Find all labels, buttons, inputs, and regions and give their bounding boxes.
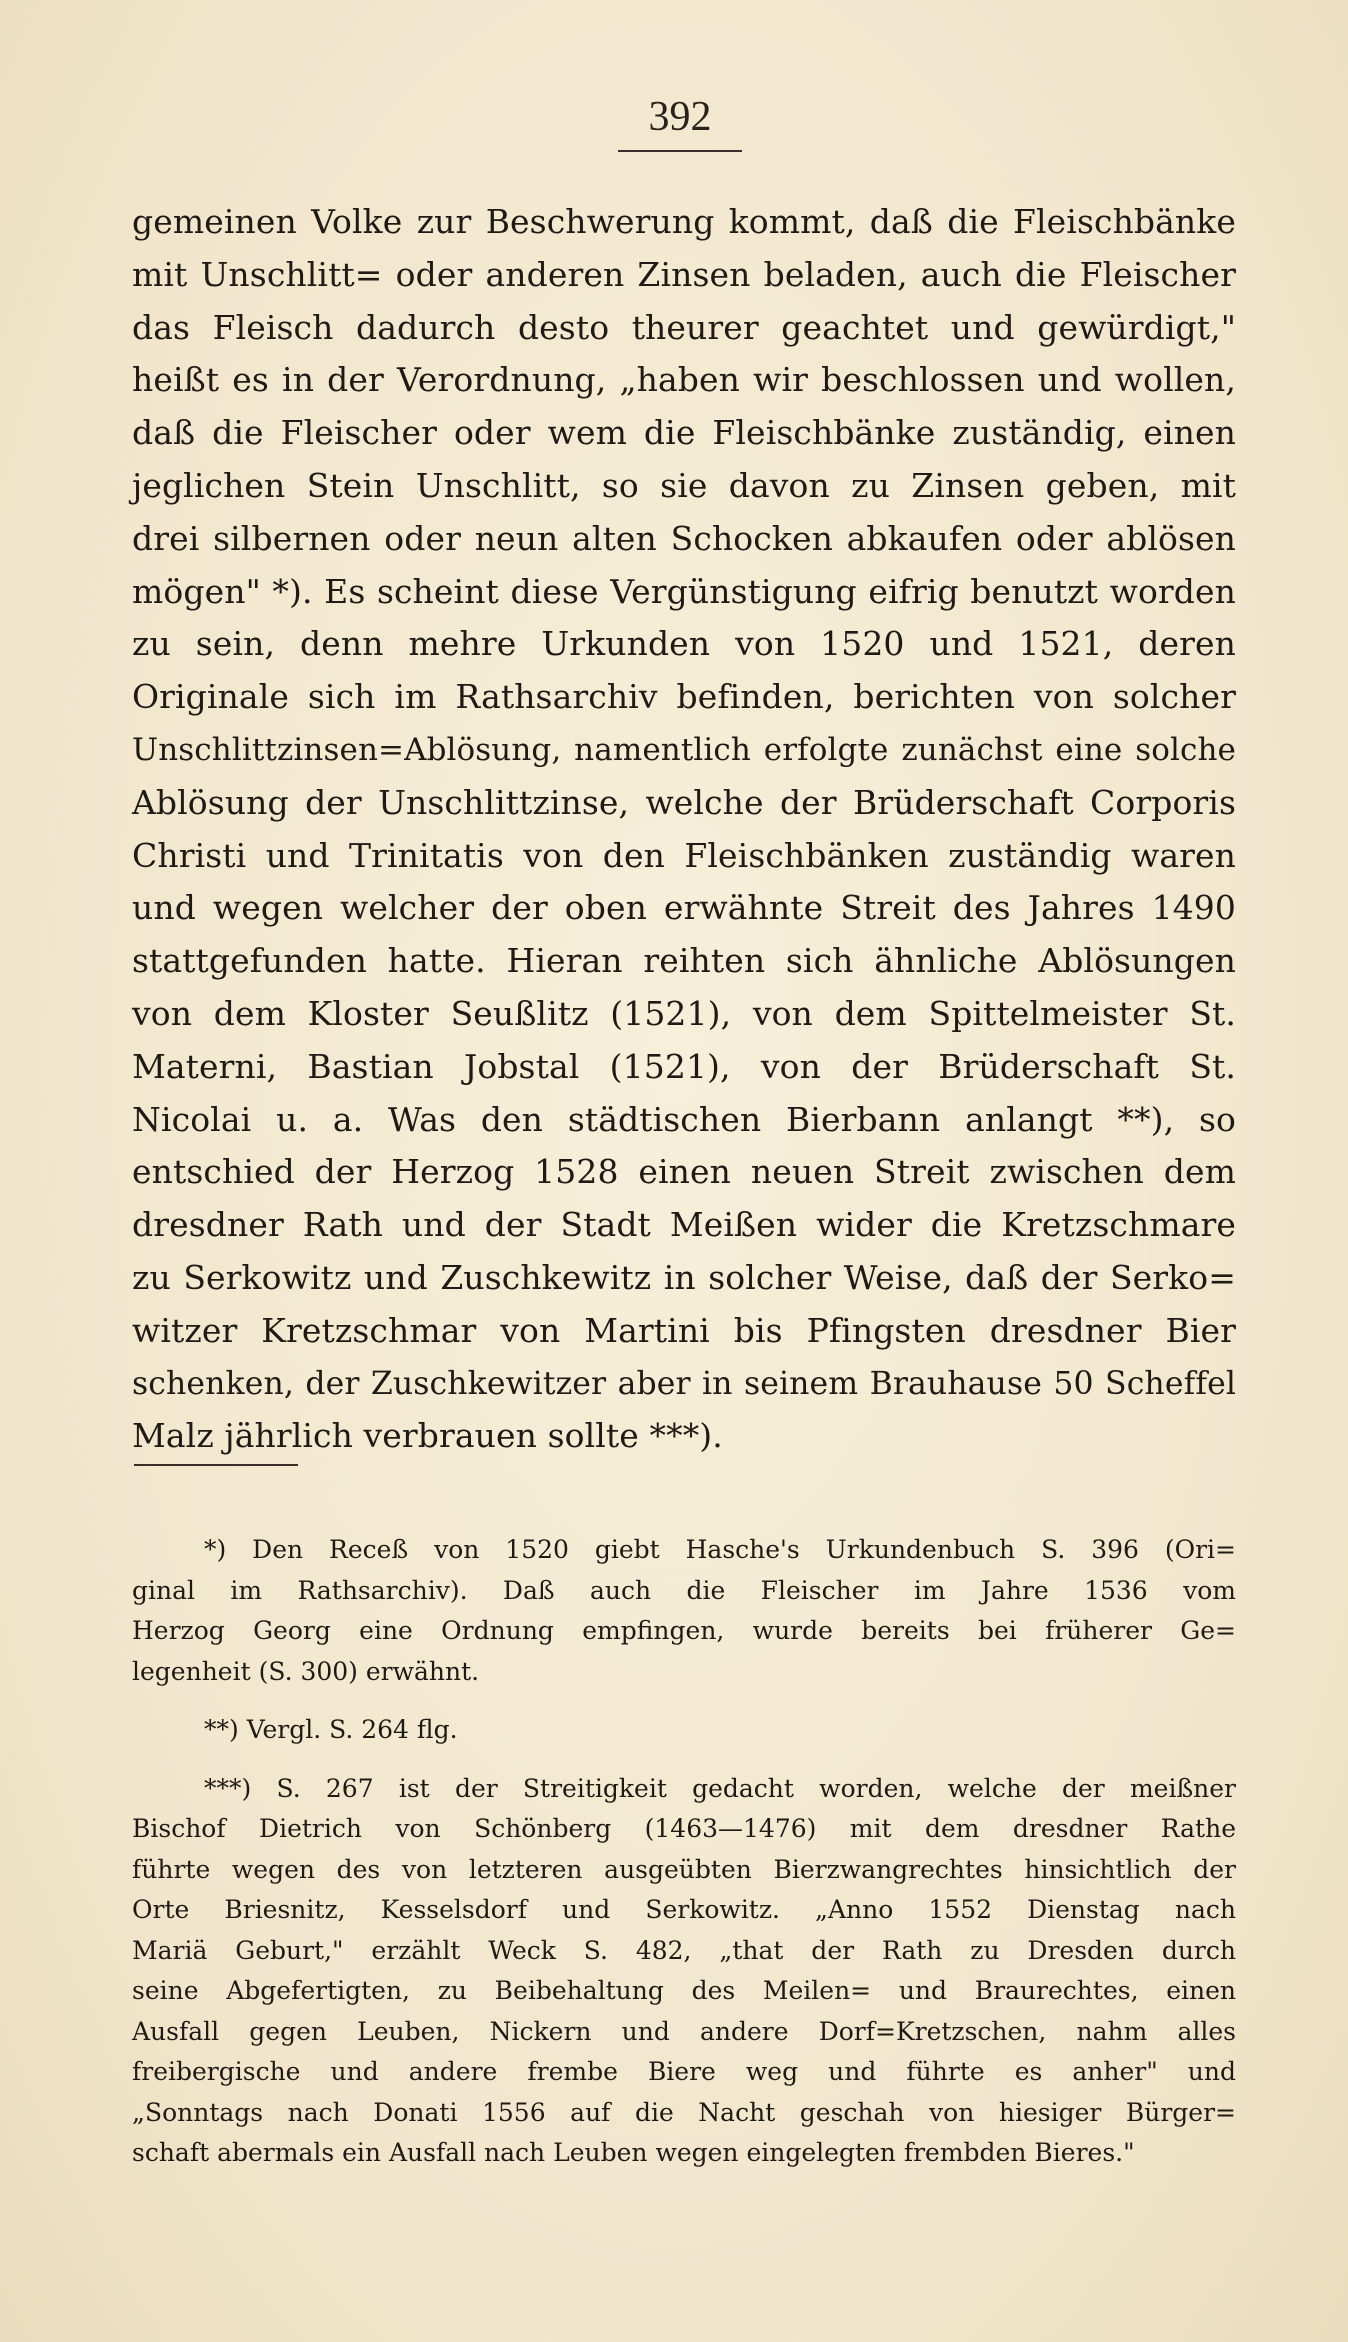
text-line: das Fleisch dadurch desto theurer geachtet und gewürdigt," xyxy=(132,307,1236,347)
text-line: Malz jährlich verbrauen sollte ***). xyxy=(132,1416,723,1456)
page-number: 392 xyxy=(648,94,712,140)
footnote-line: Mariä Geburt," erzählt Weck S. 482, „that der Rath zu Dresden durch xyxy=(132,1935,1236,1965)
footnote-line: führte wegen des von letzteren ausgeübten Bierzwangrechtes hinsichtlich der xyxy=(132,1854,1236,1884)
text-line: zu Serkowitz und Zuschkewitz in solcher Weise, daß der Serko= xyxy=(132,1257,1236,1297)
text-line: und wegen welcher der oben erwähnte Streit des Jahres 1490 xyxy=(132,888,1236,928)
footnote-line: schaft abermals ein Ausfall nach Leuben wegen eingelegten frembden Bieres." xyxy=(132,2138,1135,2167)
text-line: gemeinen Volke zur Beschwerung kommt, daß die Fleischbänke xyxy=(132,202,1236,241)
text-line: schenken, der Zuschkewitzer aber in seinem Brauhause 50 Scheffel xyxy=(132,1365,1236,1402)
text-line: stattgefunden hatte. Hieran reihten sich ähnliche Ablösungen xyxy=(132,941,1236,981)
footnote-line: **) Vergl. S. 264 flg. xyxy=(204,1715,458,1744)
footnotes xyxy=(132,1530,1236,2174)
footnote-2 xyxy=(132,1710,1236,1751)
footnote-line: ginal im Rathsarchiv). Daß auch die Fleischer im Jahre 1536 vom xyxy=(132,1575,1236,1605)
text-line: daß die Fleischer oder wem die Fleischbänke zuständig, einen xyxy=(132,413,1236,453)
footnote-line: freibergische und andere frembe Biere weg und führte es anher" und xyxy=(132,2057,1236,2086)
text-line: dresdner Rath und der Stadt Meißen wider die Kretzschmare xyxy=(132,1205,1236,1245)
text-line: entschied der Herzog 1528 einen neuen Streit zwischen dem xyxy=(132,1152,1236,1192)
footnote-1 xyxy=(132,1530,1236,1692)
footnote-3 xyxy=(132,1769,1236,2174)
footnote-separator xyxy=(134,1464,298,1466)
text-line: mögen" *). Es scheint diese Vergünstigung eifrig benutzt worden xyxy=(132,571,1236,611)
text-line: jeglichen Stein Unschlitt, so sie davon zu Zinsen geben, mit xyxy=(132,465,1236,505)
text-line: Christi und Trinitatis von den Fleischbänken zuständig waren xyxy=(132,835,1236,875)
text-line: Ablösung der Unschlittzinse, welche der Brüderschaft Corporis xyxy=(132,782,1236,822)
footnote-line: „Sonntags nach Donati 1556 auf die Nacht geschah von hiesiger Bürger= xyxy=(132,2097,1236,2127)
text-line: von dem Kloster Seußlitz (1521), von dem Spittelmeister St. xyxy=(132,993,1236,1033)
footnote-line: Herzog Georg eine Ordnung empfingen, wurde bereits bei früherer Ge= xyxy=(132,1616,1236,1645)
text-line: drei silbernen oder neun alten Schocken abkaufen oder ablösen xyxy=(132,518,1236,558)
text-line: mit Unschlitt= oder anderen Zinsen beladen, auch die Fleischer xyxy=(132,254,1236,294)
text-line: Materni, Bastian Jobstal (1521), von der Brüderschaft St. xyxy=(132,1046,1236,1086)
main-text-body xyxy=(132,196,1236,1463)
footnote-line: Orte Briesnitz, Kesselsdorf und Serkowitz. „Anno 1552 Dienstag nach xyxy=(132,1895,1236,1924)
footnote-line: ***) S. 267 ist der Streitigkeit gedacht worden, welche der meißner xyxy=(204,1773,1236,1803)
text-line: zu sein, denn mehre Urkunden von 1520 und 1521, deren xyxy=(132,624,1236,664)
text-line: Originale sich im Rathsarchiv befinden, berichten von solcher xyxy=(132,677,1236,717)
footnote-line: Ausfall gegen Leuben, Nickern und andere Dorf=Kretzschen, nahm alles xyxy=(132,2016,1236,2046)
footnote-line: *) Den Receß von 1520 giebt Hasche's Urkundenbuch S. 396 (Ori= xyxy=(204,1535,1236,1564)
text-line: Unschlittzinsen=Ablösung, namentlich erfolgte zunächst eine solche xyxy=(132,731,1236,768)
text-line: heißt es in der Verordnung, „haben wir beschlossen und wollen, xyxy=(132,360,1236,400)
page-number-underline xyxy=(618,150,742,152)
text-line: witzer Kretzschmar von Martini bis Pfingsten dresdner Bier xyxy=(132,1310,1236,1350)
footnote-line: seine Abgefertigten, zu Beibehaltung des Meilen= und Braurechtes, einen xyxy=(132,1976,1236,2005)
footnote-line: Bischof Dietrich von Schönberg (1463—1476) mit dem dresdner Rathe xyxy=(132,1814,1236,1843)
text-line: Nicolai u. a. Was den städtischen Bierbann anlangt **), so xyxy=(132,1099,1236,1139)
footnote-line: legenheit (S. 300) erwähnt. xyxy=(132,1656,480,1686)
